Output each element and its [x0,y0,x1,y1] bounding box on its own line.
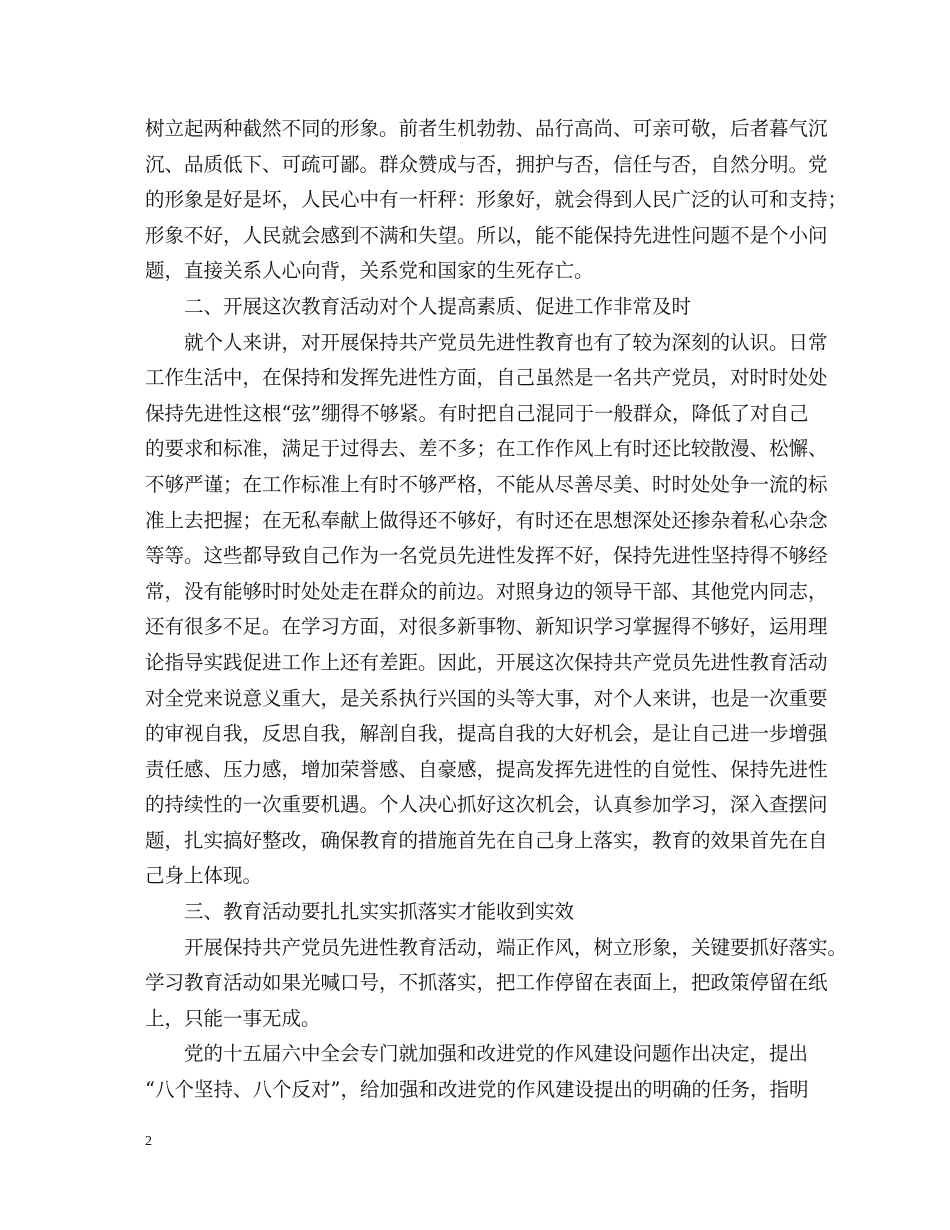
text-line: 的审视自我，反思自我，解剖自我，提高自我的大好机会，是让自己进一步增强 [145,722,828,746]
text-line: 开展保持共产党员先进性教育活动，端正作风，树立形象，关键要抓好落实。 [184,935,848,959]
text-line: 树立起两种截然不同的形象。前者生机勃勃、品行高尚、可亲可敬，后者暮气沉 [145,117,828,140]
text-line: 准上去把握；在无私奉献上做得还不够好，有时还在思想深处还掺杂着私心杂念 [145,508,828,532]
text-line: 还有很多不足。在学习方面，对很多新事物、新知识学习掌握得不够好，运用理 [145,615,828,639]
document-body [145,111,848,1108]
text-line: “八个坚持、八个反对”，给加强和改进党的作风建设提出的明确的任务，指明 [145,1078,809,1102]
text-line: 工作生活中，在保持和发挥先进性方面，自己虽然是一名共产党员，对时时处处 [145,366,828,390]
text-line: 对全党来说意义重大，是关系执行兴国的头等大事，对个人来讲，也是一次重要 [145,686,828,710]
text-line: 的要求和标准，满足于过得去、差不多；在工作作风上有时还比较散漫、松懈、 [145,437,828,461]
text-line: 责任感、压力感，增加荣誉感、自豪感，提高发挥先进性的自觉性、保持先进性 [145,757,828,781]
text-line: 的形象是好是坏，人民心中有一杆秤：形象好，就会得到人民广泛的认可和支持； [145,188,848,212]
page-number: 2 [145,1134,152,1149]
text-line: 学习教育活动如果光喊口号，不抓落实，把工作停留在表面上，把政策停留在纸 [145,971,828,995]
text-line: 题，扎实搞好整改，确保教育的措施首先在自己身上落实，教育的效果首先在自 [145,828,828,852]
text-line: 不够严谨；在工作标准上有时不够严格，不能从尽善尽美、时时处处争一流的标 [145,472,828,496]
text-line: 论指导实践促进工作上还有差距。因此，开展这次保持共产党员先进性教育活动 [145,650,828,674]
text-line: 沉、品质低下、可疏可鄙。群众赞成与否，拥护与否，信任与否，自然分明。党 [145,152,828,176]
text-line: 己身上体现。 [145,864,263,888]
text-line: 党的十五届六中全会专门就加强和改进党的作风建设问题作出决定，提出 [184,1042,809,1066]
text-line: 上，只能一事无成。 [145,1006,321,1030]
text-line: 形象不好，人民就会感到不满和失望。所以，能不能保持先进性问题不是个小问 [145,223,828,247]
text-line: 等等。这些都导致自己作为一名党员先进性发挥不好，保持先进性坚持得不够经 [145,544,828,568]
text-line: 的持续性的一次重要机遇。个人决心抓好这次机会，认真参加学习，深入查摆问 [145,793,828,817]
text-line: 保持先进性这根“弦”绷得不够紧。有时把自己混同于一般群众，降低了对自己 [145,401,809,425]
text-line: 就个人来讲，对开展保持共产党员先进性教育也有了较为深刻的认识。日常 [184,330,828,354]
section-heading-3: 三、教育活动要扎扎实实抓落实才能收到实效 [184,900,575,924]
text-line: 题，直接关系人心向背，关系党和国家的生死存亡。 [145,259,594,283]
section-heading-2: 二、开展这次教育活动对个人提高素质、促进工作非常及时 [184,294,692,318]
text-line: 常，没有能够时时处处走在群众的前边。对照身边的领导干部、其他党内同志， [145,579,828,603]
